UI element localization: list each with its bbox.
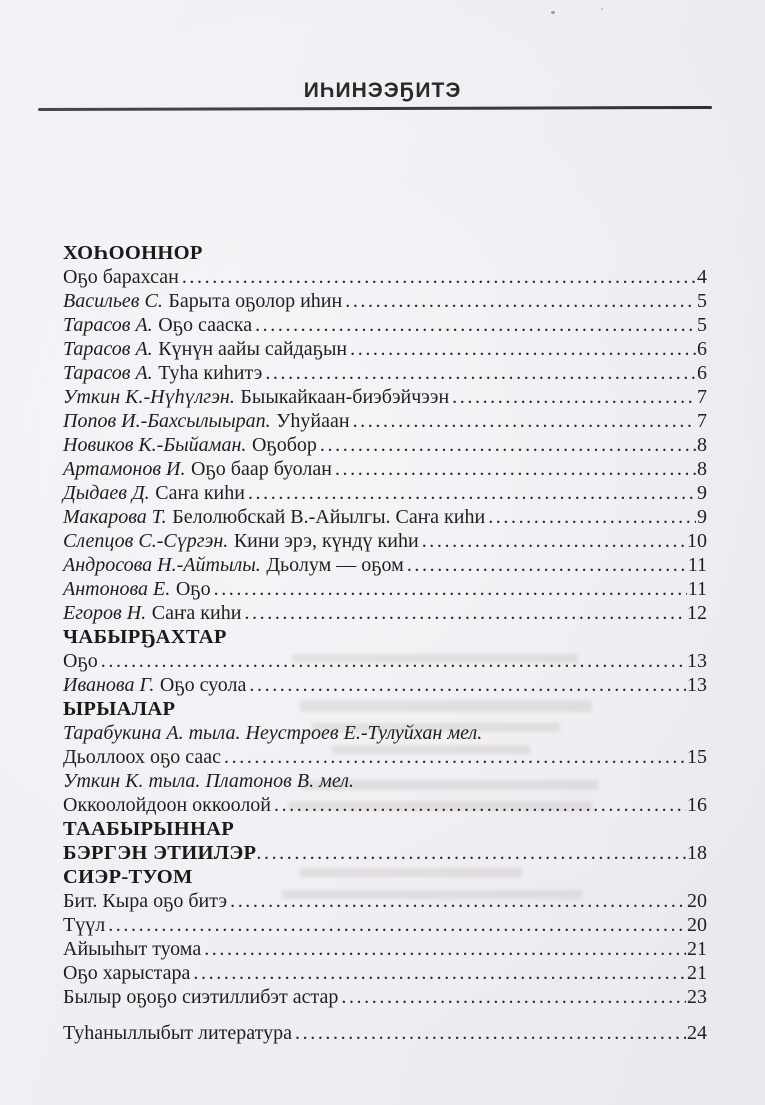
entry-title: Белолюбскай В.-Айылгы. Саҥа киһи <box>172 506 486 528</box>
dot-leader <box>345 289 696 313</box>
entry-title: Кини эрэ, күндү киһи <box>233 530 419 552</box>
entry-author: Тарасов А. <box>63 362 153 384</box>
toc-section-heading <box>63 817 707 841</box>
entry-author: Дыдаев Д. <box>63 482 150 504</box>
page-number: 13 <box>687 674 707 696</box>
toc-entry <box>63 889 707 913</box>
dot-leader <box>274 793 686 817</box>
toc-section-heading <box>63 697 707 721</box>
paper-speck <box>601 8 603 10</box>
entry-author: Тарасов А. <box>63 314 153 336</box>
page-number: 11 <box>687 578 707 600</box>
dot-leader <box>295 1021 686 1045</box>
entry-author: Слепцов С.-Сүргэн. <box>63 530 229 552</box>
toc-entry <box>63 1021 707 1045</box>
page-number: 20 <box>687 890 707 912</box>
section-title: ЫРЫАЛАР <box>63 698 176 720</box>
entry-title: Туһа киһитэ <box>158 362 263 384</box>
page-number: 20 <box>687 914 707 936</box>
toc-entry <box>63 937 707 961</box>
entry-title: Дьоллоох оҕо саас <box>63 746 222 768</box>
entry-text <box>63 937 204 961</box>
entry-text <box>63 265 182 289</box>
toc-entry <box>63 913 707 937</box>
page-number: 9 <box>697 482 707 504</box>
entry-title: Былыр оҕоҕо сиэтиллибэт астар <box>63 986 339 1008</box>
page-number: 6 <box>697 362 707 384</box>
toc-section-heading-entry <box>63 841 707 865</box>
toc-entry <box>63 649 707 673</box>
toc-entry <box>63 577 707 601</box>
dot-leader <box>255 313 696 337</box>
page-number: 6 <box>697 338 707 360</box>
dot-leader <box>204 937 686 961</box>
entry-text <box>63 601 244 625</box>
section-title: СИЭР-ТУОМ <box>63 866 193 888</box>
toc-section-heading <box>63 241 707 265</box>
entry-text <box>63 289 345 313</box>
page-number: 23 <box>687 986 707 1008</box>
entry-title: Саҥа киһи <box>151 602 242 624</box>
entry-text <box>63 457 335 481</box>
entry-text <box>63 385 452 409</box>
page-number: 10 <box>687 530 707 552</box>
entry-author: Иванова Г. <box>63 674 155 696</box>
entry-title: Оҕо барахсан <box>63 266 179 288</box>
entry-title: Дьолум — оҕом <box>266 554 404 576</box>
section-title: ХОҺООННОР <box>63 242 203 264</box>
entry-title: Оккоолойдоон оккоолой <box>63 794 271 816</box>
toc-entry <box>63 673 707 697</box>
dot-leader <box>230 889 686 913</box>
toc-entry <box>63 337 707 361</box>
entry-title: Оҕо <box>175 578 211 600</box>
entry-text <box>63 985 341 1009</box>
entry-author: Антонова Е. <box>63 578 171 600</box>
dot-leader <box>249 673 686 697</box>
dot-leader <box>265 361 696 385</box>
dot-leader <box>452 385 696 409</box>
toc-entry <box>63 505 707 529</box>
entry-author: Тарасов А. <box>63 338 153 360</box>
entry-title: Барыта оҕолор иһин <box>168 290 343 312</box>
entry-title: Күнүн аайы сайдаҕын <box>158 338 348 360</box>
page-number: 7 <box>697 410 707 432</box>
toc-entry <box>63 601 707 625</box>
entry-text <box>63 553 407 577</box>
page-number: 13 <box>687 650 707 672</box>
page-number: 8 <box>697 458 707 480</box>
entry-text <box>63 433 320 457</box>
toc-entry <box>63 433 707 457</box>
entry-text <box>63 649 101 673</box>
entry-text <box>63 1021 295 1045</box>
entry-text <box>63 961 193 985</box>
page-number: 11 <box>687 554 707 576</box>
entry-text <box>63 481 248 505</box>
toc-entry <box>63 265 707 289</box>
toc-section-heading <box>63 865 707 889</box>
credit-text: Уткин К. тыла. Платонов В. мел. <box>63 770 354 792</box>
toc-credit-line <box>63 769 707 793</box>
page-number: 8 <box>697 434 707 456</box>
entry-author: Андросова Н.-Айтылы. <box>63 554 261 576</box>
dot-leader <box>108 913 686 937</box>
entry-text <box>63 745 224 769</box>
dot-leader <box>193 961 686 985</box>
toc-entry <box>63 361 707 385</box>
header-rule <box>38 106 712 111</box>
entry-title: Оҕо баар буолан <box>191 458 332 480</box>
page-number: 7 <box>697 386 707 408</box>
dot-leader <box>350 337 696 361</box>
entry-author: Уткин К.-Нүһүлгэн. <box>63 386 235 408</box>
page-number: 9 <box>697 506 707 528</box>
entry-title: Түүл <box>63 914 106 936</box>
page-number: 4 <box>697 266 707 288</box>
entry-text <box>63 577 214 601</box>
entry-author: Егоров Н. <box>63 602 147 624</box>
dot-leader <box>244 601 686 625</box>
entry-author: Попов И.-Бахсылыырап. <box>63 410 271 432</box>
page-number: 24 <box>687 1022 707 1044</box>
dot-leader <box>224 745 686 769</box>
section-title: ЧАБЫРҔАХТАР <box>63 626 227 648</box>
paper-speck <box>551 11 555 14</box>
toc-entry <box>63 553 707 577</box>
entry-text <box>63 505 488 529</box>
entry-title: Уһуйаан <box>276 410 350 432</box>
dot-leader <box>422 529 686 553</box>
page-number: 5 <box>697 290 707 312</box>
dot-leader <box>320 433 696 457</box>
entry-title: Оҕо суола <box>159 674 247 696</box>
toc-entry <box>63 409 707 433</box>
entry-text <box>63 313 255 337</box>
dot-leader <box>335 457 696 481</box>
entry-title: Туһаныллыбыт литература <box>63 1022 293 1044</box>
toc-section-heading <box>63 625 707 649</box>
entry-title: Оҕо <box>63 650 98 672</box>
dot-leader <box>101 649 686 673</box>
toc-entry <box>63 457 707 481</box>
running-header-title: ИҺИНЭЭҔИТЭ <box>303 79 462 102</box>
page-number: 21 <box>687 938 707 960</box>
section-title: БЭРГЭН ЭТИИЛЭР <box>63 842 257 864</box>
entry-title: Быыкайкаан-биэбэйчээн <box>240 386 450 408</box>
toc-list <box>63 241 707 1045</box>
toc-credit-line <box>63 721 707 745</box>
page-number: 18 <box>687 842 707 864</box>
entry-title: Айыыһыт туома <box>63 938 202 960</box>
toc-entry <box>63 985 707 1009</box>
entry-text <box>63 361 265 385</box>
entry-title: Оҕо сааска <box>158 314 253 336</box>
credit-text: Тарабукина А. тыла. Неустроев Е.-Тулуйхан мел. <box>63 722 483 744</box>
toc-entry <box>63 793 707 817</box>
entry-title: Оҕо харыстара <box>63 962 191 984</box>
entry-text <box>63 889 230 913</box>
dot-leader <box>341 985 686 1009</box>
entry-author: Васильев С. <box>63 290 163 312</box>
entry-author: Новиков К.-Быйаман. <box>63 434 247 456</box>
toc-entry <box>63 961 707 985</box>
dot-leader <box>256 841 686 865</box>
page-number: 5 <box>697 314 707 336</box>
entry-text <box>63 409 353 433</box>
toc-entry <box>63 385 707 409</box>
entry-text <box>63 793 274 817</box>
entry-text <box>63 337 350 361</box>
page-number: 12 <box>687 602 707 624</box>
dot-leader <box>407 553 687 577</box>
entry-text <box>63 913 108 937</box>
entry-title: Бит. Кыра оҕо битэ <box>63 890 228 912</box>
page-number: 16 <box>687 794 707 816</box>
entry-title: Оҕобор <box>251 434 317 456</box>
page-number: 15 <box>687 746 707 768</box>
dot-leader <box>353 409 696 433</box>
dot-leader <box>488 505 696 529</box>
toc-entry <box>63 529 707 553</box>
section-title: ТААБЫРЫННАР <box>63 818 235 840</box>
dot-leader <box>248 481 696 505</box>
entry-title: Саҥа киһи <box>155 482 245 504</box>
toc-entry <box>63 289 707 313</box>
toc-entry <box>63 481 707 505</box>
toc-entry <box>63 745 707 769</box>
dot-leader <box>182 265 696 289</box>
entry-text <box>63 673 249 697</box>
toc-entry <box>63 313 707 337</box>
entry-author: Артамонов И. <box>63 458 186 480</box>
page-number: 21 <box>687 962 707 984</box>
entry-author: Макарова Т. <box>63 506 167 528</box>
dot-leader <box>214 577 687 601</box>
entry-text <box>63 529 422 553</box>
